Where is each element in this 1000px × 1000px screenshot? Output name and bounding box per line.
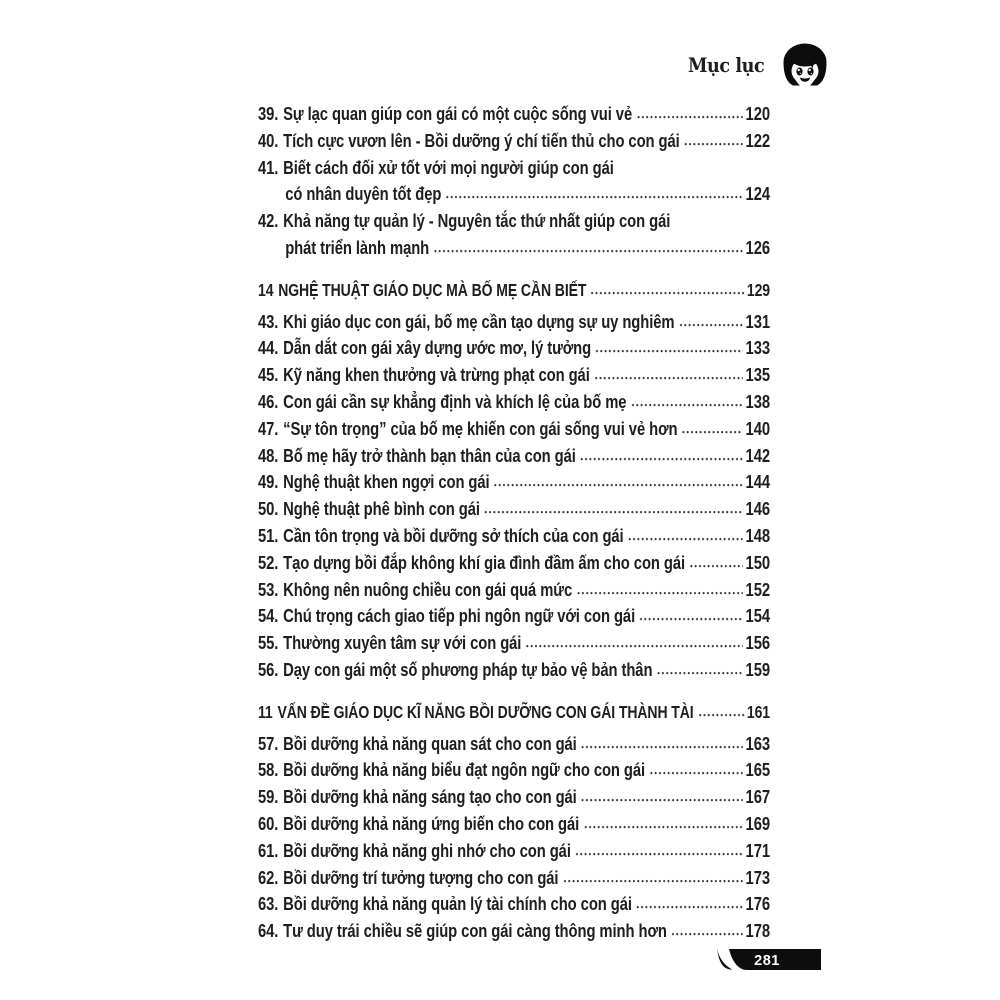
toc-item-line <box>258 918 770 945</box>
dot-leader <box>698 713 745 718</box>
toc-section-heading <box>258 699 770 726</box>
toc-item-line <box>258 657 770 684</box>
dot-leader <box>684 142 743 147</box>
dot-leader <box>682 430 744 435</box>
entry-page-number: 144 <box>745 471 770 493</box>
entry-page-number: 176 <box>745 893 770 915</box>
entry-title: Cần tôn trọng và bồi dưỡng sở thích của con gái <box>283 524 624 546</box>
toc-item-line <box>258 335 770 362</box>
section-title: NGHỆ THUẬT GIÁO DỤC MÀ BỐ MẸ CẦN BIẾT <box>278 279 587 300</box>
entry-number: 50. <box>258 498 279 520</box>
dot-leader <box>649 771 743 776</box>
entry-number: 42. <box>258 210 279 232</box>
entry-number: 48. <box>258 444 279 466</box>
entry-page-number: 131 <box>745 310 770 332</box>
entry-number: 55. <box>258 632 279 654</box>
entry-title: Dẫn dắt con gái xây dựng ước mơ, lý tưởng <box>283 337 592 359</box>
dot-leader <box>575 852 743 857</box>
toc-item-line <box>258 443 770 470</box>
entry-page-number: 133 <box>745 337 770 359</box>
entry-title: Khi giáo dục con gái, bố mẹ cần tạo dựng sự uy nghiêm <box>283 310 675 332</box>
entry-page-number: 167 <box>745 786 770 808</box>
dot-leader <box>576 591 743 596</box>
entry-page-number: 148 <box>745 524 770 546</box>
entry-title: Không nên nuông chiều con gái quá mức <box>283 578 573 600</box>
toc-item-line <box>258 416 770 443</box>
toc-item-line <box>258 101 770 128</box>
entry-number: 56. <box>258 658 279 680</box>
page-number-banner <box>713 948 825 974</box>
entry-page-number: 124 <box>745 183 770 205</box>
dot-leader <box>583 825 743 830</box>
entry-number: 40. <box>258 129 279 151</box>
entry-page-number: 126 <box>745 236 770 258</box>
entry-page-number: 154 <box>745 605 770 627</box>
toc-item-line <box>258 181 770 208</box>
entry-title: phát triển lành mạnh <box>285 236 430 258</box>
dot-leader <box>639 617 743 622</box>
entry-page-number: 140 <box>745 417 770 439</box>
section-number: 11 <box>258 701 273 722</box>
entry-page-number: 165 <box>745 759 770 781</box>
entry-page-number: 150 <box>745 551 770 573</box>
entry-title: Bố mẹ hãy trở thành bạn thân của con gái <box>283 444 576 466</box>
entry-title: Biết cách đối xử tốt với mọi người giúp con gái <box>283 156 614 178</box>
section-page-number: 161 <box>746 701 770 722</box>
dot-leader <box>656 671 743 676</box>
entry-title: Sự lạc quan giúp con gái có một cuộc sống vui vẻ <box>283 103 633 124</box>
entry-number: 60. <box>258 812 279 834</box>
toc-item-line <box>258 603 770 630</box>
page-footer <box>713 948 825 974</box>
dot-leader <box>689 564 743 569</box>
toc-item-line <box>258 811 770 838</box>
entry-number: 51. <box>258 524 279 546</box>
dot-leader <box>628 537 744 542</box>
entry-page-number: 122 <box>745 129 770 151</box>
entry-number: 59. <box>258 786 279 808</box>
toc-item-line <box>258 630 770 657</box>
entry-page-number: 152 <box>745 578 770 600</box>
entry-page-number: 169 <box>745 812 770 834</box>
dot-leader <box>580 457 743 462</box>
entry-number: 46. <box>258 390 279 412</box>
entry-number: 44. <box>258 337 279 359</box>
entry-page-number: 178 <box>745 920 770 942</box>
toc-item-line <box>258 208 770 235</box>
entry-title: Bồi dưỡng khả năng sáng tạo cho con gái <box>283 786 577 808</box>
toc-item-line <box>258 469 770 496</box>
entry-title: Kỹ năng khen thưởng và trừng phạt con gái <box>283 364 590 386</box>
entry-number: 39. <box>258 103 279 124</box>
entry-title: Bồi dưỡng trí tưởng tượng cho con gái <box>283 866 559 888</box>
section-title: VẤN ĐỀ GIÁO DỤC KĨ NĂNG BỒI DƯỠNG CON GÁI THÀNH TÀI <box>277 701 694 722</box>
entry-number: 43. <box>258 310 279 332</box>
entry-number: 58. <box>258 759 279 781</box>
entry-page-number: 146 <box>745 498 770 520</box>
entry-number: 54. <box>258 605 279 627</box>
dot-leader <box>636 115 743 120</box>
entry-title: Con gái cần sự khẳng định và khích lệ của bố mẹ <box>283 390 627 412</box>
entry-title: Thường xuyên tâm sự với con gái <box>283 632 522 654</box>
page-header <box>688 42 831 88</box>
toc-item-line <box>258 550 770 577</box>
entry-number: 57. <box>258 732 279 754</box>
page-title: Mục lục <box>688 53 765 77</box>
entry-title: Khả năng tự quản lý - Nguyên tắc thứ nhất giúp con gái <box>283 210 671 232</box>
entry-number: 41. <box>258 156 279 178</box>
entry-number: 53. <box>258 578 279 600</box>
entry-page-number: 156 <box>745 632 770 654</box>
toc-item-line <box>258 235 770 262</box>
entry-number: 49. <box>258 471 279 493</box>
toc-item-line <box>258 128 770 155</box>
entry-number: 62. <box>258 866 279 888</box>
toc-item-line <box>258 757 770 784</box>
entry-page-number: 159 <box>745 658 770 680</box>
toc-item-line <box>258 389 770 416</box>
toc-item-line <box>258 865 770 892</box>
footer-page-number: 281 <box>754 953 780 969</box>
entry-title: Bồi dưỡng khả năng ghi nhớ cho con gái <box>283 839 571 861</box>
entry-title: Chú trọng cách giao tiếp phi ngôn ngữ với con gái <box>283 605 636 627</box>
entry-page-number: 135 <box>745 364 770 386</box>
entry-number: 52. <box>258 551 279 573</box>
entry-number: 61. <box>258 839 279 861</box>
entry-title: Tạo dựng bồi đắp không khí gia đình đầm ấm cho con gái <box>283 551 686 573</box>
entry-page-number: 142 <box>745 444 770 466</box>
toc-item-line <box>258 155 770 182</box>
dot-leader <box>494 483 744 488</box>
dot-leader <box>581 798 743 803</box>
entry-number: 64. <box>258 920 279 942</box>
toc-section-heading <box>258 277 770 304</box>
entry-title: Bồi dưỡng khả năng quản lý tài chính cho con gái <box>283 893 632 915</box>
entry-number: 45. <box>258 364 279 386</box>
dot-leader <box>630 403 743 408</box>
dot-leader <box>484 510 743 515</box>
toc-item-line <box>258 496 770 523</box>
toc-list <box>258 101 770 945</box>
toc-item-line <box>258 838 770 865</box>
entry-title: Tích cực vươn lên - Bồi dưỡng ý chí tiến thủ cho con gái <box>283 129 680 151</box>
entry-title: Bồi dưỡng khả năng quan sát cho con gái <box>283 732 577 754</box>
dot-leader <box>636 905 743 910</box>
dot-leader <box>590 291 744 296</box>
entry-title: Bồi dưỡng khả năng ứng biến cho con gái <box>283 812 580 834</box>
toc-item-line <box>258 577 770 604</box>
dot-leader <box>562 879 743 884</box>
entry-title: Nghệ thuật phê bình con gái <box>283 498 480 520</box>
entry-number: 63. <box>258 893 279 915</box>
entry-number: 47. <box>258 417 279 439</box>
dot-leader <box>671 932 743 937</box>
dot-leader <box>678 323 743 328</box>
section-number: 14 <box>258 279 274 300</box>
entry-title: Nghệ thuật khen ngợi con gái <box>283 471 490 493</box>
toc-item-line <box>258 362 770 389</box>
entry-title: có nhân duyên tốt đẹp <box>285 183 442 205</box>
entry-page-number: 120 <box>745 103 770 124</box>
dot-leader <box>595 349 743 354</box>
entry-page-number: 163 <box>745 732 770 754</box>
girl-face-icon <box>779 42 831 88</box>
dot-leader <box>433 249 743 254</box>
entry-page-number: 171 <box>745 839 770 861</box>
entry-page-number: 173 <box>745 866 770 888</box>
entry-title: Bồi dưỡng khả năng biểu đạt ngôn ngữ cho con gái <box>283 759 646 781</box>
toc-item-line <box>258 309 770 336</box>
toc-item-line <box>258 891 770 918</box>
dot-leader <box>594 376 743 381</box>
toc-item-line <box>258 523 770 550</box>
section-page-number: 129 <box>746 279 770 300</box>
toc-item-line <box>258 784 770 811</box>
entry-page-number: 138 <box>745 390 770 412</box>
dot-leader <box>525 644 743 649</box>
entry-title: Dạy con gái một số phương pháp tự bảo vệ bản thân <box>283 658 653 680</box>
dot-leader <box>581 745 743 750</box>
entry-title: “Sự tôn trọng” của bố mẹ khiến con gái sống vui vẻ hơn <box>283 417 678 439</box>
toc-item-line <box>258 731 770 758</box>
entry-title: Tư duy trái chiều sẽ giúp con gái càng thông minh hơn <box>283 920 667 942</box>
dot-leader <box>445 195 743 200</box>
